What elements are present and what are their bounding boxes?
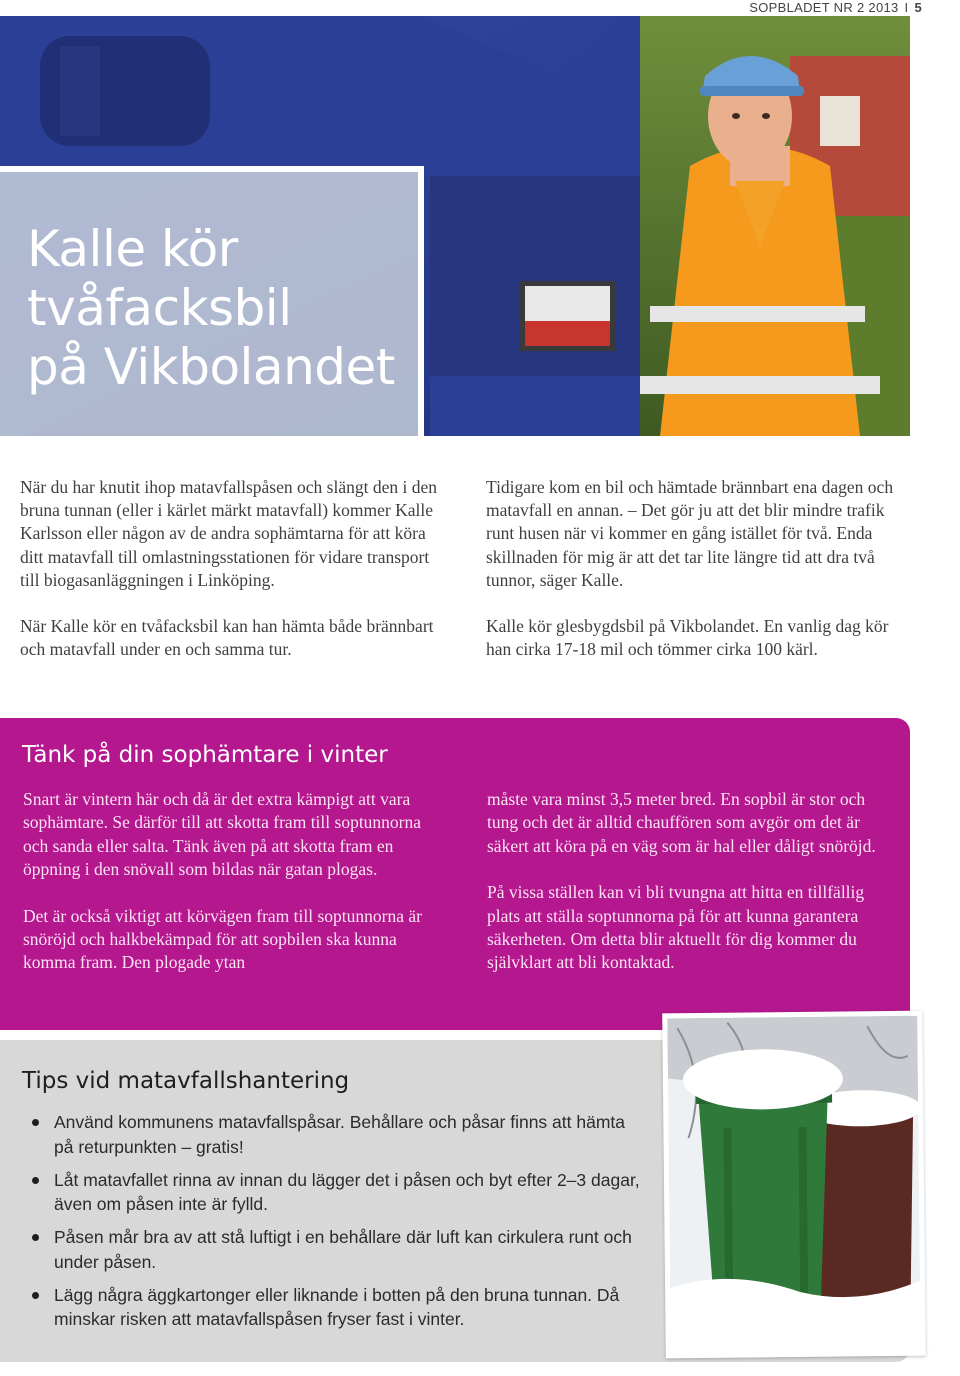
article-title [27, 220, 395, 397]
tip-text: Låt matavfallet rinna av innan du lägger det i påsen och byt efter 2–3 dagar, även om påsen inte är fylld. [54, 1169, 640, 1214]
intro-paragraph: När Kalle kör en tvåfacksbil kan han hämta både brännbart och matavfall under en och samma tur. [20, 616, 434, 660]
list-item [30, 1168, 640, 1217]
snow-covered-bins-illustration [667, 1016, 920, 1354]
winter-left-column [23, 788, 433, 998]
winter-paragraph: Det är också viktigt att körvägen fram till soptunnorna är snöröjd och halkbekämpad för att sopbilen ska kunna komma fram. Den plogade ytan [23, 905, 422, 973]
bullet-icon [32, 1234, 39, 1241]
bullet-icon [32, 1119, 39, 1126]
winter-paragraph: På vissa ställen kan vi bli tvungna att hitta en tillfällig plats att ställa soptunnorna på för att kunna garantera säkerheten. Om detta blir aktuellt för dig kommer du självklart att bli kontaktad. [487, 882, 865, 973]
title-line-3: på Vikbolandet [27, 338, 395, 396]
bullet-icon [32, 1177, 39, 1184]
winter-paragraph: måste vara minst 3,5 meter bred. En sopbil är stor och tung och det är alltid chauffören som avgör om det är säkert att köra på en väg som är hal eller dåligt snöröjd. [487, 789, 876, 856]
winter-heading: Tänk på din sophämtare i vinter [22, 742, 388, 768]
tips-list [30, 1110, 640, 1340]
tip-text: Påsen mår bra av att stå luftigt i en behållare där luft kan cirkulera runt och under påsen. [54, 1227, 632, 1272]
intro-right-column [486, 476, 916, 684]
page-header [749, 0, 922, 16]
intro-paragraph: Kalle kör glesbygdsbil på Vikbolandet. En vanlig dag kör han cirka 17-18 mil och tömmer cirka 100 kärl. [486, 616, 889, 660]
title-line-1: Kalle kör [27, 220, 238, 278]
winter-right-column [487, 788, 897, 998]
intro-left-column [20, 476, 450, 684]
title-line-2: tvåfacksbil [27, 279, 292, 337]
bullet-icon [32, 1292, 39, 1299]
magazine-name: SOPBLADET NR 2 2013 [749, 0, 899, 15]
header-separator: I [904, 0, 909, 15]
list-item [30, 1225, 640, 1274]
tip-text: Använd kommunens matavfallspåsar. Behållare och påsar finns att hämta på returpunkten – gratis! [54, 1112, 626, 1157]
snowy-bins-photo [662, 1011, 926, 1359]
title-overlay [0, 166, 424, 436]
intro-paragraph: När du har knutit ihop matavfallspåsen och slängt den i den bruna tunnan (eller i kärlet märkt matavfall) kommer Kalle Karlsson eller någon av de andra sophämtarna för att köra ditt matavfall till omlastningsstationen för vidare transport till biogasanläggningen i Linköping. [20, 477, 437, 590]
list-item [30, 1110, 640, 1159]
winter-paragraph: Snart är vintern här och då är det extra kämpigt att vara sophämtare. Se därför till att skotta fram till soptunnorna och sanda eller salta. Tänk även på att skotta fram en öppning i den snövall som bildas när gatan plogas. [23, 789, 422, 880]
tip-text: Lägg några äggkartonger eller liknande i botten på den bruna tunnan. Då minskar risken att matavfallspåsen fryser fast i vinter. [54, 1284, 620, 1329]
hero-photo [0, 16, 910, 436]
list-item [30, 1283, 640, 1332]
page-number: 5 [914, 0, 922, 15]
tips-heading: Tips vid matavfallshantering [22, 1068, 350, 1094]
intro-paragraph: Tidigare kom en bil och hämtade brännbart ena dagen och matavfall en annan. – Det gör ju att det blir mindre trafik runt husen när vi kommer en gång istället för två. Enda skillnaden för mig är att det tar lite längre tid att dra två tunnor, säger Kalle. [486, 477, 894, 590]
winter-info-box [0, 718, 910, 1030]
